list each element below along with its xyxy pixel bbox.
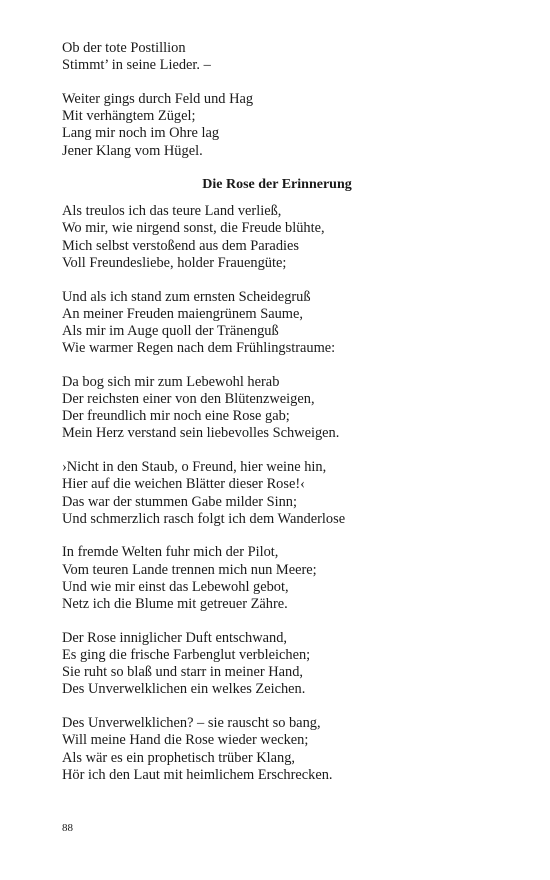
- page-body: [62, 40, 492, 800]
- verse-line: Als treulos ich das teure Land verließ,: [62, 203, 282, 220]
- verse-line: Der freundlich mir noch eine Rose gab;: [62, 408, 290, 425]
- verse-line: Wie warmer Regen nach dem Frühlingstraume:: [62, 340, 336, 357]
- verse-line: Da bog sich mir zum Lebewohl herab: [62, 373, 280, 390]
- stanza: [62, 544, 492, 613]
- verse-line: Und wie mir einst das Lebewohl gebot,: [62, 578, 289, 595]
- verse-line: An meiner Freuden maiengrünem Saume,: [62, 305, 303, 322]
- verse-line: Wo mir, wie nirgend sonst, die Freude blühte,: [62, 220, 325, 237]
- verse-line: Will meine Hand die Rose wieder wecken;: [62, 732, 309, 749]
- verse-line: Voll Freundesliebe, holder Frauengüte;: [62, 254, 287, 271]
- verse-line: Mein Herz verstand sein liebevolles Schweigen.: [62, 425, 340, 442]
- verse-line: Mich selbst verstoßend aus dem Paradies: [62, 237, 299, 254]
- page-number: 88: [62, 822, 73, 834]
- stanza: [62, 40, 492, 74]
- stanza: [62, 91, 492, 160]
- poem: [62, 203, 492, 784]
- verse-line: Lang mir noch im Ohre lag: [62, 125, 220, 142]
- verse-line: Netz ich die Blume mit getreuer Zähre.: [62, 596, 288, 613]
- verse-line: Des Unverwelklichen? – sie rauscht so bang,: [62, 715, 321, 732]
- verse-line: Das war der stummen Gabe milder Sinn;: [62, 493, 297, 510]
- verse-line: Hör ich den Laut mit heimlichem Erschrecken.: [62, 766, 333, 783]
- verse-line: Hier auf die weichen Blätter dieser Rose!‹: [62, 476, 305, 493]
- verse-line: Des Unverwelklichen ein welkes Zeichen.: [62, 681, 306, 698]
- verse-line: Vom teuren Lande trennen mich nun Meere;: [62, 561, 317, 578]
- stanza: [62, 289, 492, 358]
- verse-line: In fremde Welten fuhr mich der Pilot,: [62, 544, 279, 561]
- verse-line: Weiter gings durch Feld und Hag: [62, 90, 254, 107]
- previous-poem-ending: [62, 40, 492, 160]
- stanza: [62, 630, 492, 699]
- verse-line: Und schmerzlich rasch folgt ich dem Wanderlose: [62, 510, 346, 527]
- verse-line: Der Rose inniglicher Duft entschwand,: [62, 629, 287, 646]
- poem-title: Die Rose der Erinnerung: [202, 177, 352, 193]
- verse-line: Jener Klang vom Hügel.: [62, 142, 203, 159]
- verse-line: Als wär es ein prophetisch trüber Klang,: [62, 749, 295, 766]
- verse-line: ›Nicht in den Staub, o Freund, hier weine hin,: [62, 459, 327, 476]
- stanza: [62, 715, 492, 784]
- verse-line: Ob der tote Postillion: [62, 40, 186, 56]
- verse-line: Als mir im Auge quoll der Tränenguß: [62, 322, 279, 339]
- verse-line: Mit verhängtem Zügel;: [62, 108, 196, 125]
- stanza: [62, 374, 492, 443]
- verse-line: Es ging die frische Farbenglut verbleichen;: [62, 646, 311, 663]
- stanza: [62, 459, 492, 528]
- verse-line: Sie ruht so blaß und starr in meiner Hand,: [62, 664, 303, 681]
- verse-line: Stimmt’ in seine Lieder. –: [62, 57, 211, 74]
- verse-line: Der reichsten einer von den Blütenzweigen,: [62, 391, 315, 408]
- verse-line: Und als ich stand zum ernsten Scheidegruß: [62, 288, 311, 305]
- stanza: [62, 203, 492, 272]
